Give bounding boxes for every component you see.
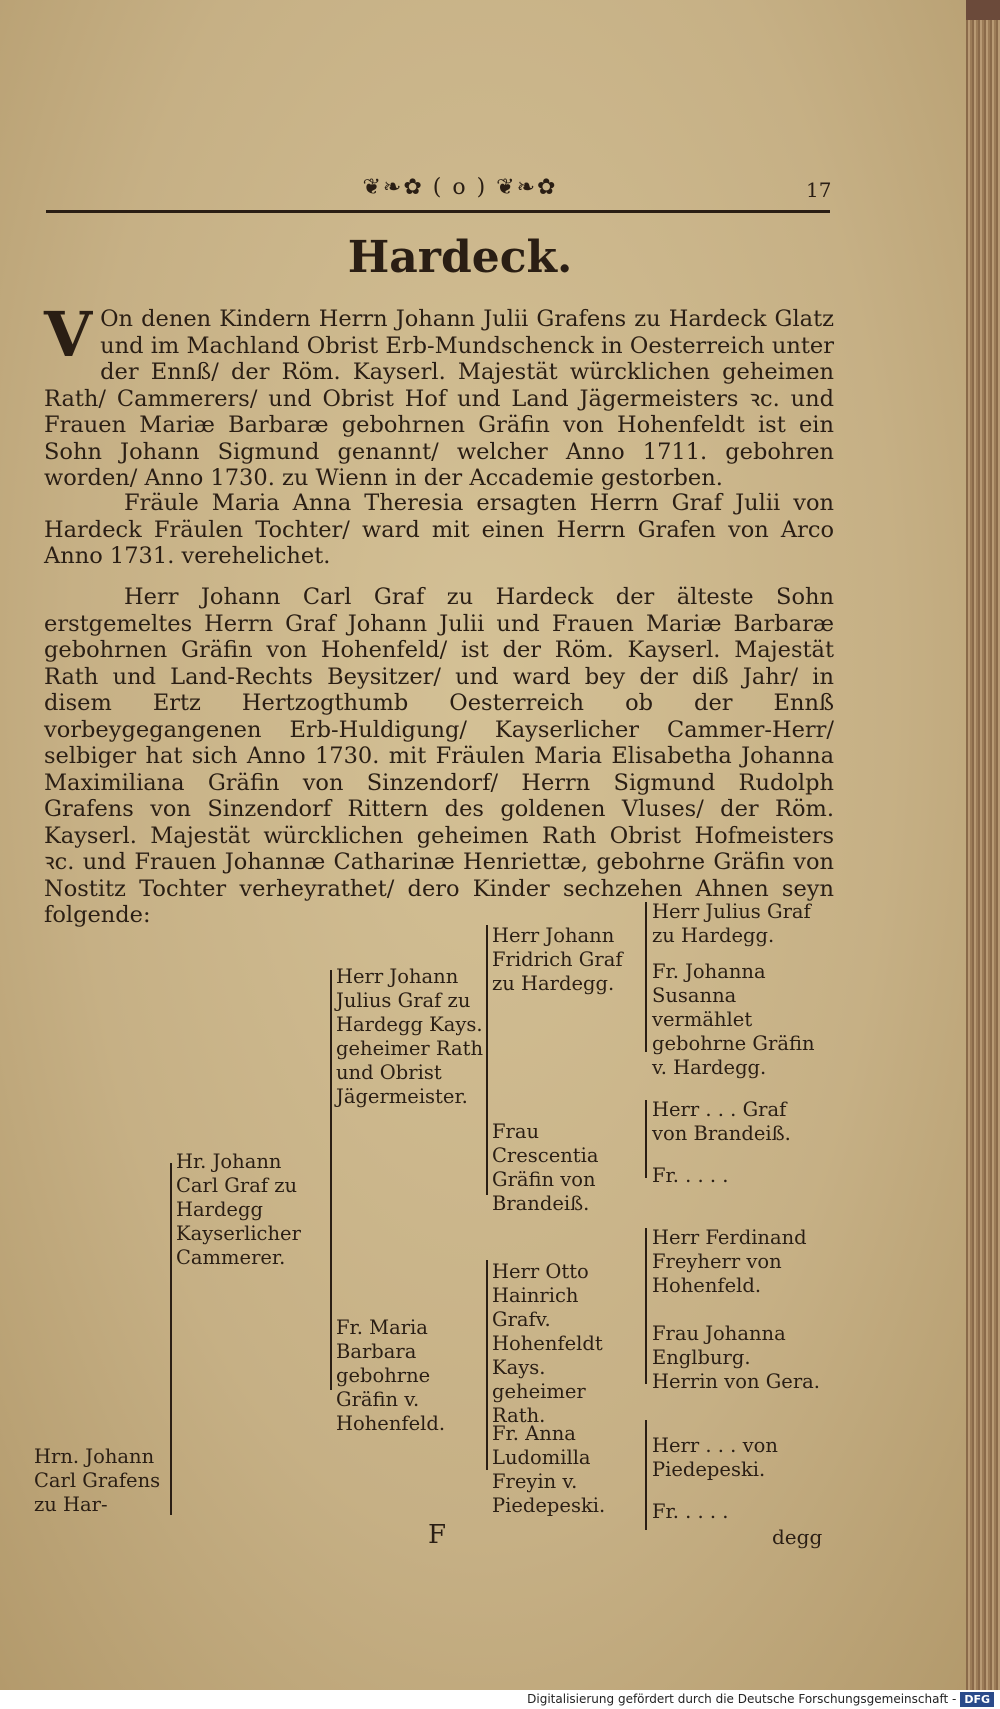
tree-line-gen1 [330,970,332,1390]
tree-line-gen3-c [645,1228,647,1384]
tree-gen3-b: Frau Crescentia Gräfin von Brandeiß. [492,1120,599,1215]
tree-gen4-7: Herr . . . von Piedepeski. [652,1434,778,1481]
tree-line-gen3-b [645,1100,647,1178]
tree-line-gen3-d [645,1420,647,1530]
footer-credit-text: Digitalisierung gefördert durch die Deutsche Forschungsgemeinschaft - [527,1692,957,1706]
dfg-logo: DFG [960,1692,994,1707]
tree-gen4-1: Herr Julius Graf zu Hardegg. [652,900,811,947]
paragraph-3: Herr Johann Carl Graf zu Hardeck der älteste Sohn erstgemeltes Herrn Graf Johann Julii und Frauen Mariæ Barbaræ gebohrnen Gräfin von Hohenfeld/ ist der Röm. Kayserl. Majestät Rath und Land-Rechts Beysitzer/ und ward bey der diß Jahr/ in disem Ertz Hertzogthumb Oesterreich ob der Ennß vorbeygegangenen Erb-Huldigung/ Kayserlicher Cammer-Herr/ selbiger hat sich Anno 1730. mit Fräulen Maria Elisabetha Johanna Maximiliana Gräfin von Sinzendorf/ Herrn Sigmund Rudolph Grafens von Sinzendorf Rittern des goldenen Vluses/ der Röm. Kayserl. Majestät würcklichen geheimen Rath Obrist Hofmeisters ꝛc. und Frauen Johannæ Catharinæ Henriettæ, gebohrne Gräfin von Nostitz Tochter verheyrathet/ dero Kinder sechzehen Ahnen seyn folgende: [44,584,834,928]
tree-gen4-8: Fr. . . . . [652,1500,729,1523]
tree-gen2-mother: Fr. Maria Barbara gebohrne Gräfin v. Hohenfeld. [336,1316,446,1435]
page-number: 17 [806,178,832,202]
tree-gen3-a: Herr Johann Fridrich Graf zu Hardegg. [492,924,623,995]
tree-line-gen2-mother [486,1260,488,1470]
drop-cap: V [44,298,93,371]
tree-gen1: Hr. Johann Carl Graf zu Hardegg Kayserlicher Cammerer. [176,1150,301,1269]
tree-line-gen3-a [645,902,647,1052]
tree-gen4-3: Herr . . . Graf von Brandeiß. [652,1098,791,1145]
header-rule [46,210,830,213]
tree-gen4-6: Frau Johanna Englburg. Herrin von Gera. [652,1322,820,1393]
paragraph-2: Fräule Maria Anna Theresia ersagten Herrn Graf Julii von Hardeck Fräulen Tochter/ ward mit einen Herrn Grafen von Arco Anno 1731. verehelichet. [44,490,834,569]
page-title: Hardeck. [347,232,573,283]
tree-line-gen2-father [486,925,488,1195]
header-ornament: ❦❧✿ ( o ) ❦❧✿ [362,175,558,200]
tree-gen4-2: Fr. Johanna Susanna vermählet gebohrne Gräfin v. Hardegg. [652,960,815,1079]
footer-credit-bar [0,1690,1000,1709]
tree-gen4-5: Herr Ferdinand Freyherr von Hohenfeld. [652,1226,807,1297]
book-page-edges [966,20,1000,1690]
catchword: degg [772,1525,823,1549]
tree-gen3-c: Herr Otto Hainrich Grafv. Hohenfeldt Kays. geheimer Rath. [492,1260,603,1427]
tree-gen2-father: Herr Johann Julius Graf zu Hardegg Kays. geheimer Rath und Obrist Jägermeister. [336,965,484,1108]
paragraph-1 [44,298,834,492]
signature-mark: F [428,1520,447,1550]
tree-line-root [170,1163,172,1515]
tree-gen4-4: Fr. . . . . [652,1164,729,1187]
paragraph-1-text: On denen Kindern Herrn Johann Julii Grafens zu Hardeck Glatz und im Machland Obrist Erb-Mundschenck in Oesterreich unter der Ennß/ der Röm. Kayserl. Majestät würcklichen geheimen Rath/ Cammerers/ und Obrist Hof und Land Jägermeisters ꝛc. und Frauen Mariæ Barbaræ gebohrnen Gräfin von Hohenfeldt ist ein Sohn Johann Sigmund genannt/ welcher Anno 1711. gebohren worden/ Anno 1730. zu Wienn in der Accademie gestorben. [44,306,834,491]
tree-gen3-d: Fr. Anna Ludomilla Freyin v. Piedepeski. [492,1422,606,1517]
tree-root: Hrn. Johann Carl Grafens zu Har- [34,1445,161,1516]
